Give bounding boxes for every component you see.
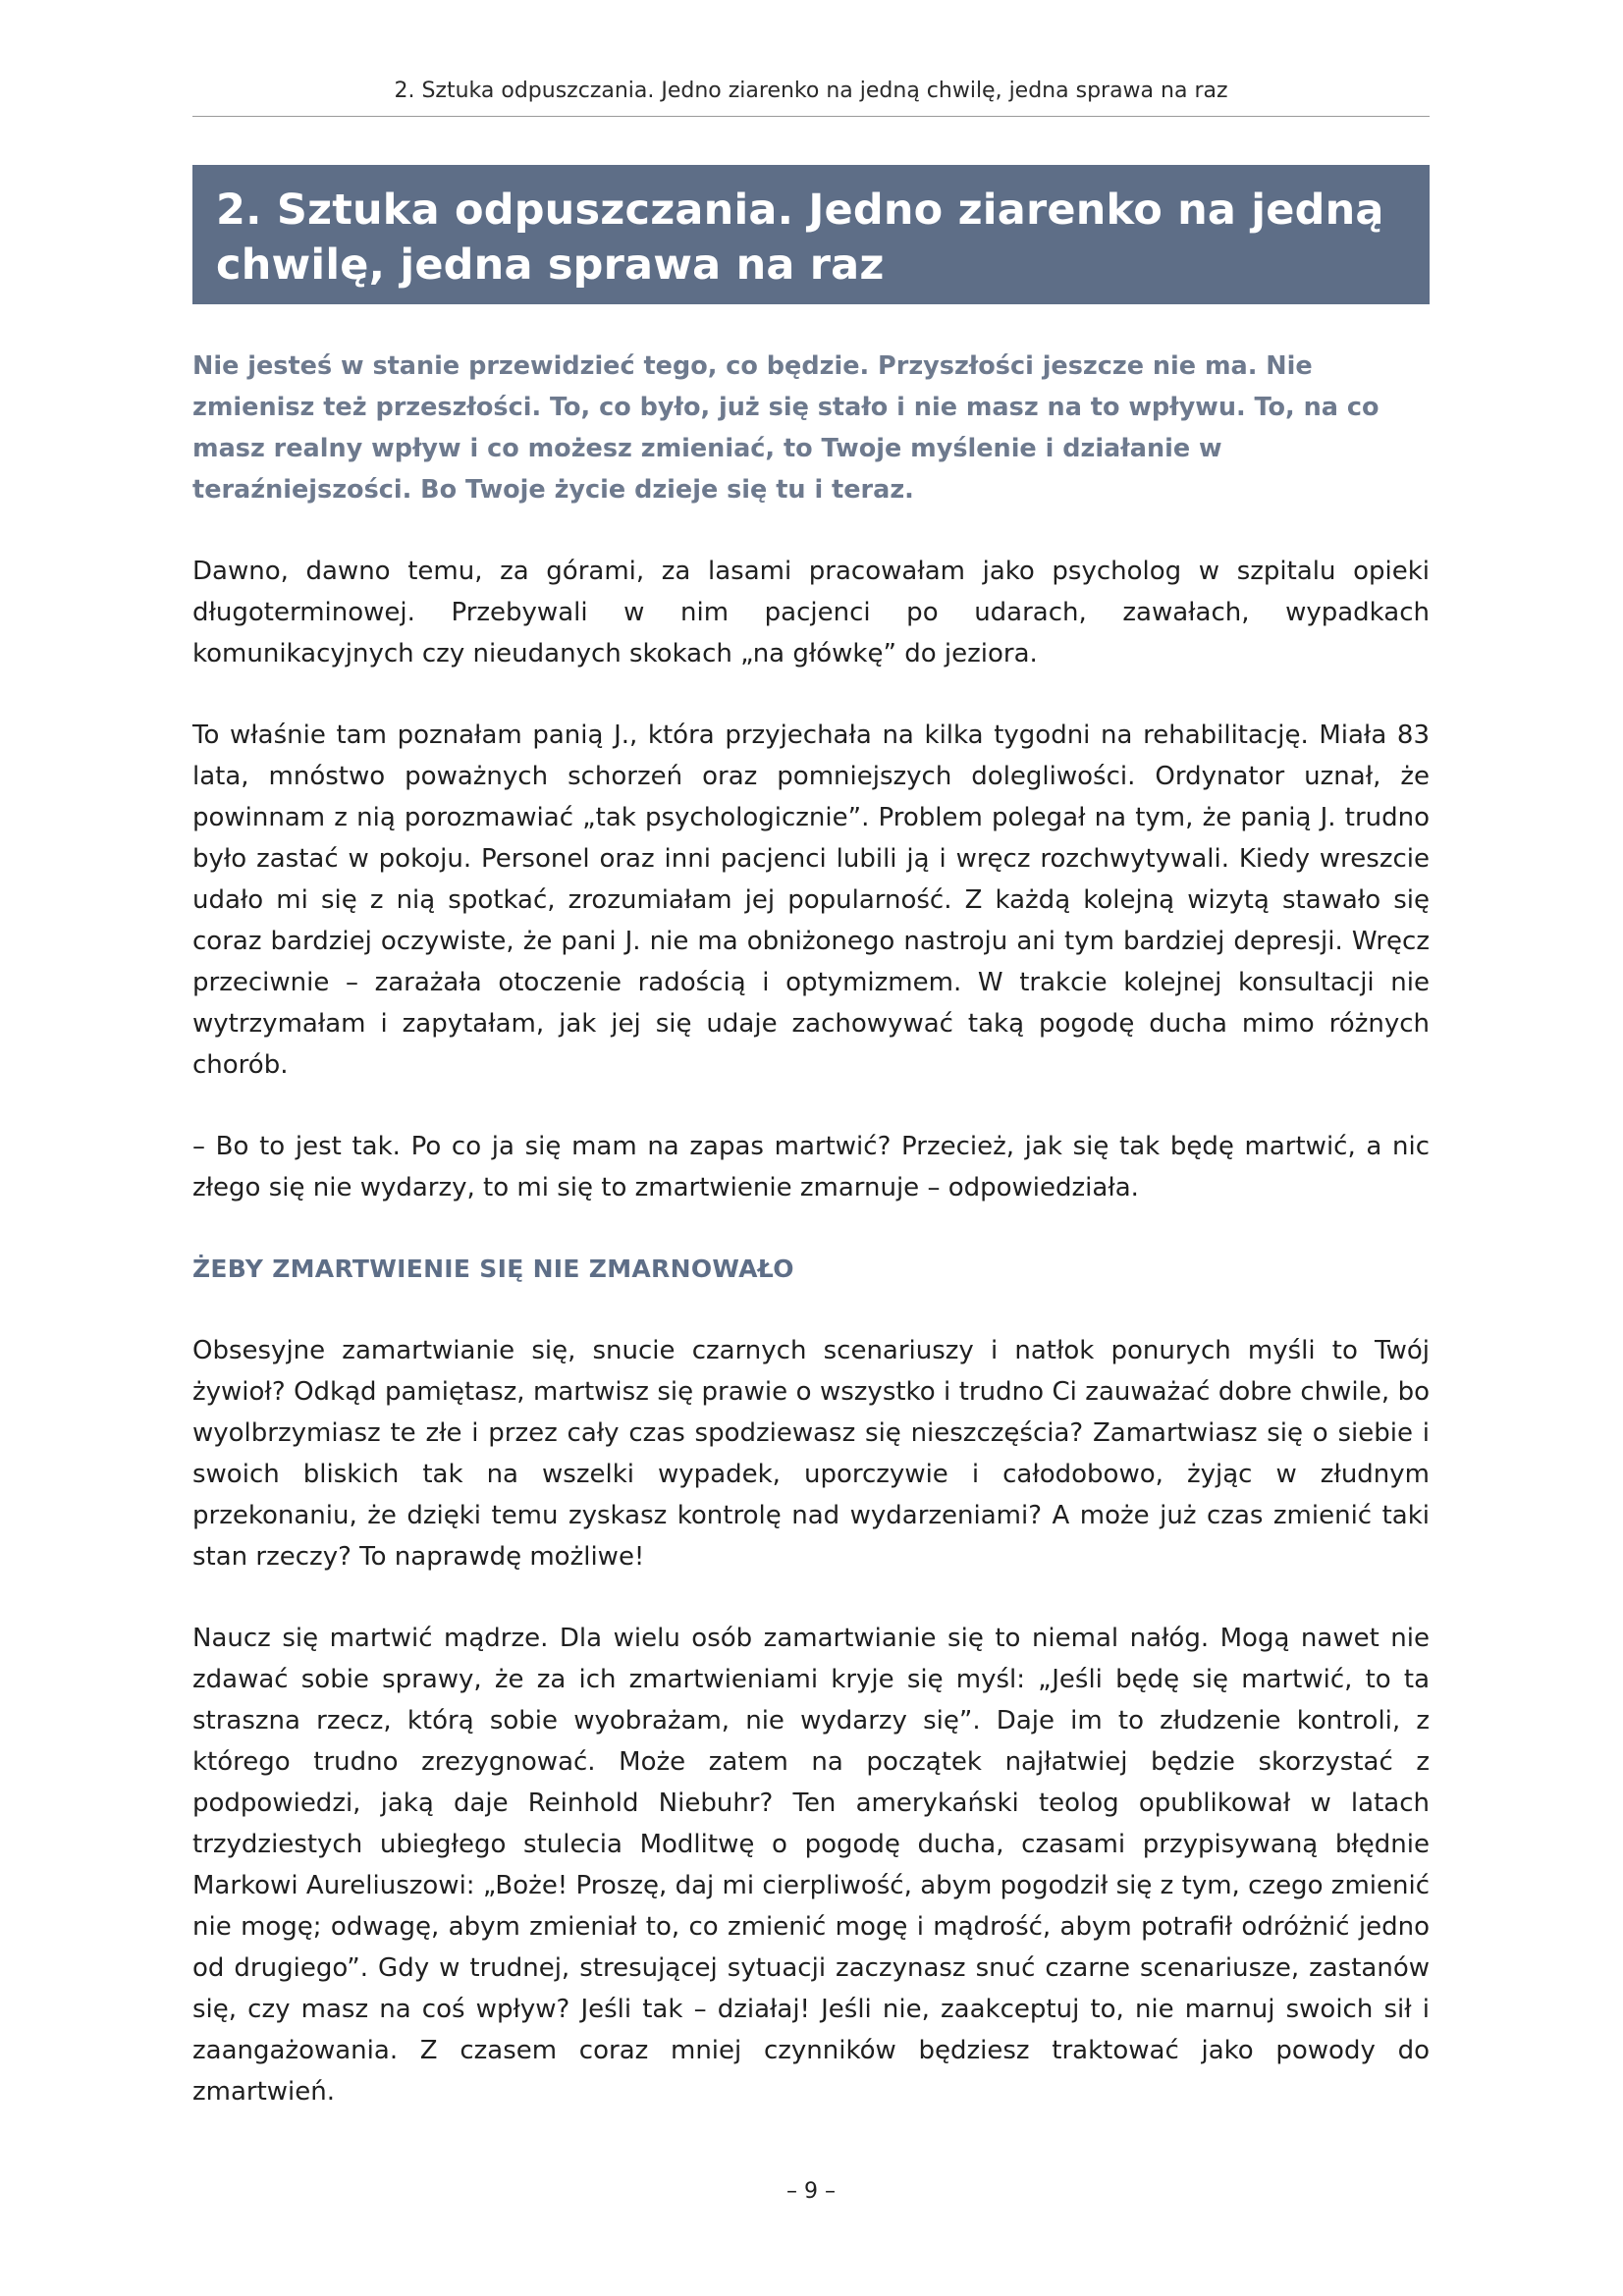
- chapter-title-banner: [192, 165, 1430, 304]
- section-heading: ŻEBY ZMARTWIENIE SIĘ NIE ZMARNOWAŁO: [192, 1255, 794, 1283]
- lead-paragraph: Nie jesteś w stanie przewidzieć tego, co będzie. Przyszłości jeszcze nie ma. Nie zmienisz też przeszłości. To, co było, już się stało i nie masz na to wpływu. To, na co masz realny wpływ i co możesz zmieniać, to Twoje myślenie i działanie w teraźniejszości. Bo Twoje życie dzieje się tu i teraz.: [192, 351, 1380, 505]
- body-paragraph: Dawno, dawno temu, za górami, za lasami pracowałam jako psycholog w szpitalu opieki długoterminowej. Przebywali w nim pacjenci po udarach, zawałach, wypadkach komunikacyjnych czy nieudanych skokach „na główkę” do jeziora.: [192, 557, 1430, 668]
- section-paragraph: Naucz się martwić mądrze. Dla wielu osób zamartwianie się to niemal nałóg. Mogą nawet nie zdawać sobie sprawy, że za ich zmartwieniami kryje się myśl: „Jeśli będę się martwić, to ta straszna rzecz, którą sobie wyobrażam, nie wydarzy się”. Daje im to złudzenie kontroli, z którego trudno zrezygnować. Może zatem na początek najłatwiej będzie skorzystać z podpowiedzi, jaką daje Reinhold Niebuhr? Ten amerykański teolog opublikował w latach trzydziestych ubiegłego stulecia Modlitwę o pogodę ducha, czasami przypisywaną błędnie Markowi Aureliuszowi: „Boże! Proszę, daj mi cierpliwość, abym pogodził się z tym, czego zmienić nie mogę; odwagę, abym zmieniał to, co zmienić mogę i mądrość, abym potrafił odróżnić jedno od drugiego”. Gdy w trudnej, stresującej sytuacji zaczynasz snuć czarne scenariusze, zastanów się, czy masz na coś wpływ? Jeśli tak – działaj! Jeśli nie, zaakceptuj to, nie marnuj swoich sił i zaangażowania. Z czasem coraz mniej czynników będziesz traktować jako powody do zmartwień.: [192, 1624, 1430, 2107]
- page-content: [192, 346, 1430, 2112]
- running-header: 2. Sztuka odpuszczania. Jedno ziarenko na jedną chwilę, jedna sprawa na raz: [394, 79, 1228, 103]
- chapter-title: 2. Sztuka odpuszczania. Jedno ziarenko na jedną chwilę, jedna sprawa na raz: [216, 186, 1384, 290]
- body-paragraph: To właśnie tam poznałam panią J., która przyjechała na kilka tygodni na rehabilitację. Miała 83 lata, mnóstwo poważnych schorzeń oraz pomniejszych dolegliwości. Ordynator uznał, że powinnam z nią porozmawiać „tak psychologicznie”. Problem polegał na tym, że panią J. trudno było zastać w pokoju. Personel oraz inni pacjenci lubili ją i wręcz rozchwytywali. Kiedy wreszcie udało mi się z nią spotkać, zrozumiałam jej popularność. Z każdą kolejną wizytą stawało się coraz bardziej oczywiste, że pani J. nie ma obniżonego nastroju ani tym bardziej depresji. Wręcz przeciwnie – zarażała otoczenie radością i optymizmem. W trakcie kolejnej konsultacji nie wytrzymałam i zapytałam, jak jej się udaje zachowywać taką pogodę ducha mimo różnych chorób.: [192, 721, 1430, 1080]
- section-paragraph: Obsesyjne zamartwianie się, snucie czarnych scenariuszy i natłok ponurych myśli to Twój żywioł? Odkąd pamiętasz, martwisz się prawie o wszystko i trudno Ci zauważać dobre chwile, bo wyolbrzymiasz te złe i przez cały czas spodziewasz się nieszczęścia? Zamartwiasz się o siebie i swoich bliskich tak na wszelki wypadek, uporczywie i całodobowo, żyjąc w złudnym przekonaniu, że dzięki temu zyskasz kontrolę nad wydarzeniami? A może już czas zmienić taki stan rzeczy? To naprawdę możliwe!: [192, 1336, 1430, 1572]
- body-paragraph: – Bo to jest tak. Po co ja się mam na zapas martwić? Przecież, jak się tak będę martwić, a nic złego się nie wydarzy, to mi się to zmartwienie zmarnuje – odpowiedziała.: [192, 1132, 1430, 1202]
- header-divider: [192, 116, 1430, 117]
- page-number: – 9 –: [786, 2179, 836, 2204]
